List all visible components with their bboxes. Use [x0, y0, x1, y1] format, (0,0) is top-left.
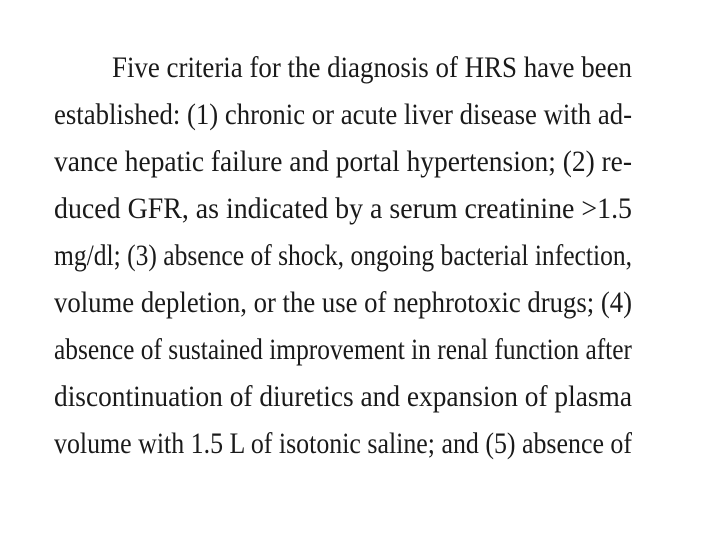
- paragraph-line-3: vance hepatic failure and portal hypertension; (2) re-: [54, 145, 632, 178]
- paragraph-line-5: mg/dl; (3) absence of shock, ongoing bacterial infection,: [54, 239, 632, 272]
- paragraph-line-2: established: (1) chronic or acute liver disease with ad-: [54, 98, 632, 131]
- paragraph-line-6: volume depletion, or the use of nephrotoxic drugs; (4): [54, 286, 632, 319]
- criteria-paragraph: [54, 44, 632, 467]
- paragraph-line-7: absence of sustained improvement in renal function after: [54, 333, 632, 366]
- paragraph-line-9: volume with 1.5 L of isotonic saline; and (5) absence of: [54, 427, 632, 460]
- paragraph-line-8: discontinuation of diuretics and expansion of plasma: [54, 380, 632, 413]
- paragraph-line-1: Five criteria for the diagnosis of HRS have been: [111, 51, 632, 84]
- paragraph-line-4: duced GFR, as indicated by a serum creatinine >1.5: [54, 192, 632, 225]
